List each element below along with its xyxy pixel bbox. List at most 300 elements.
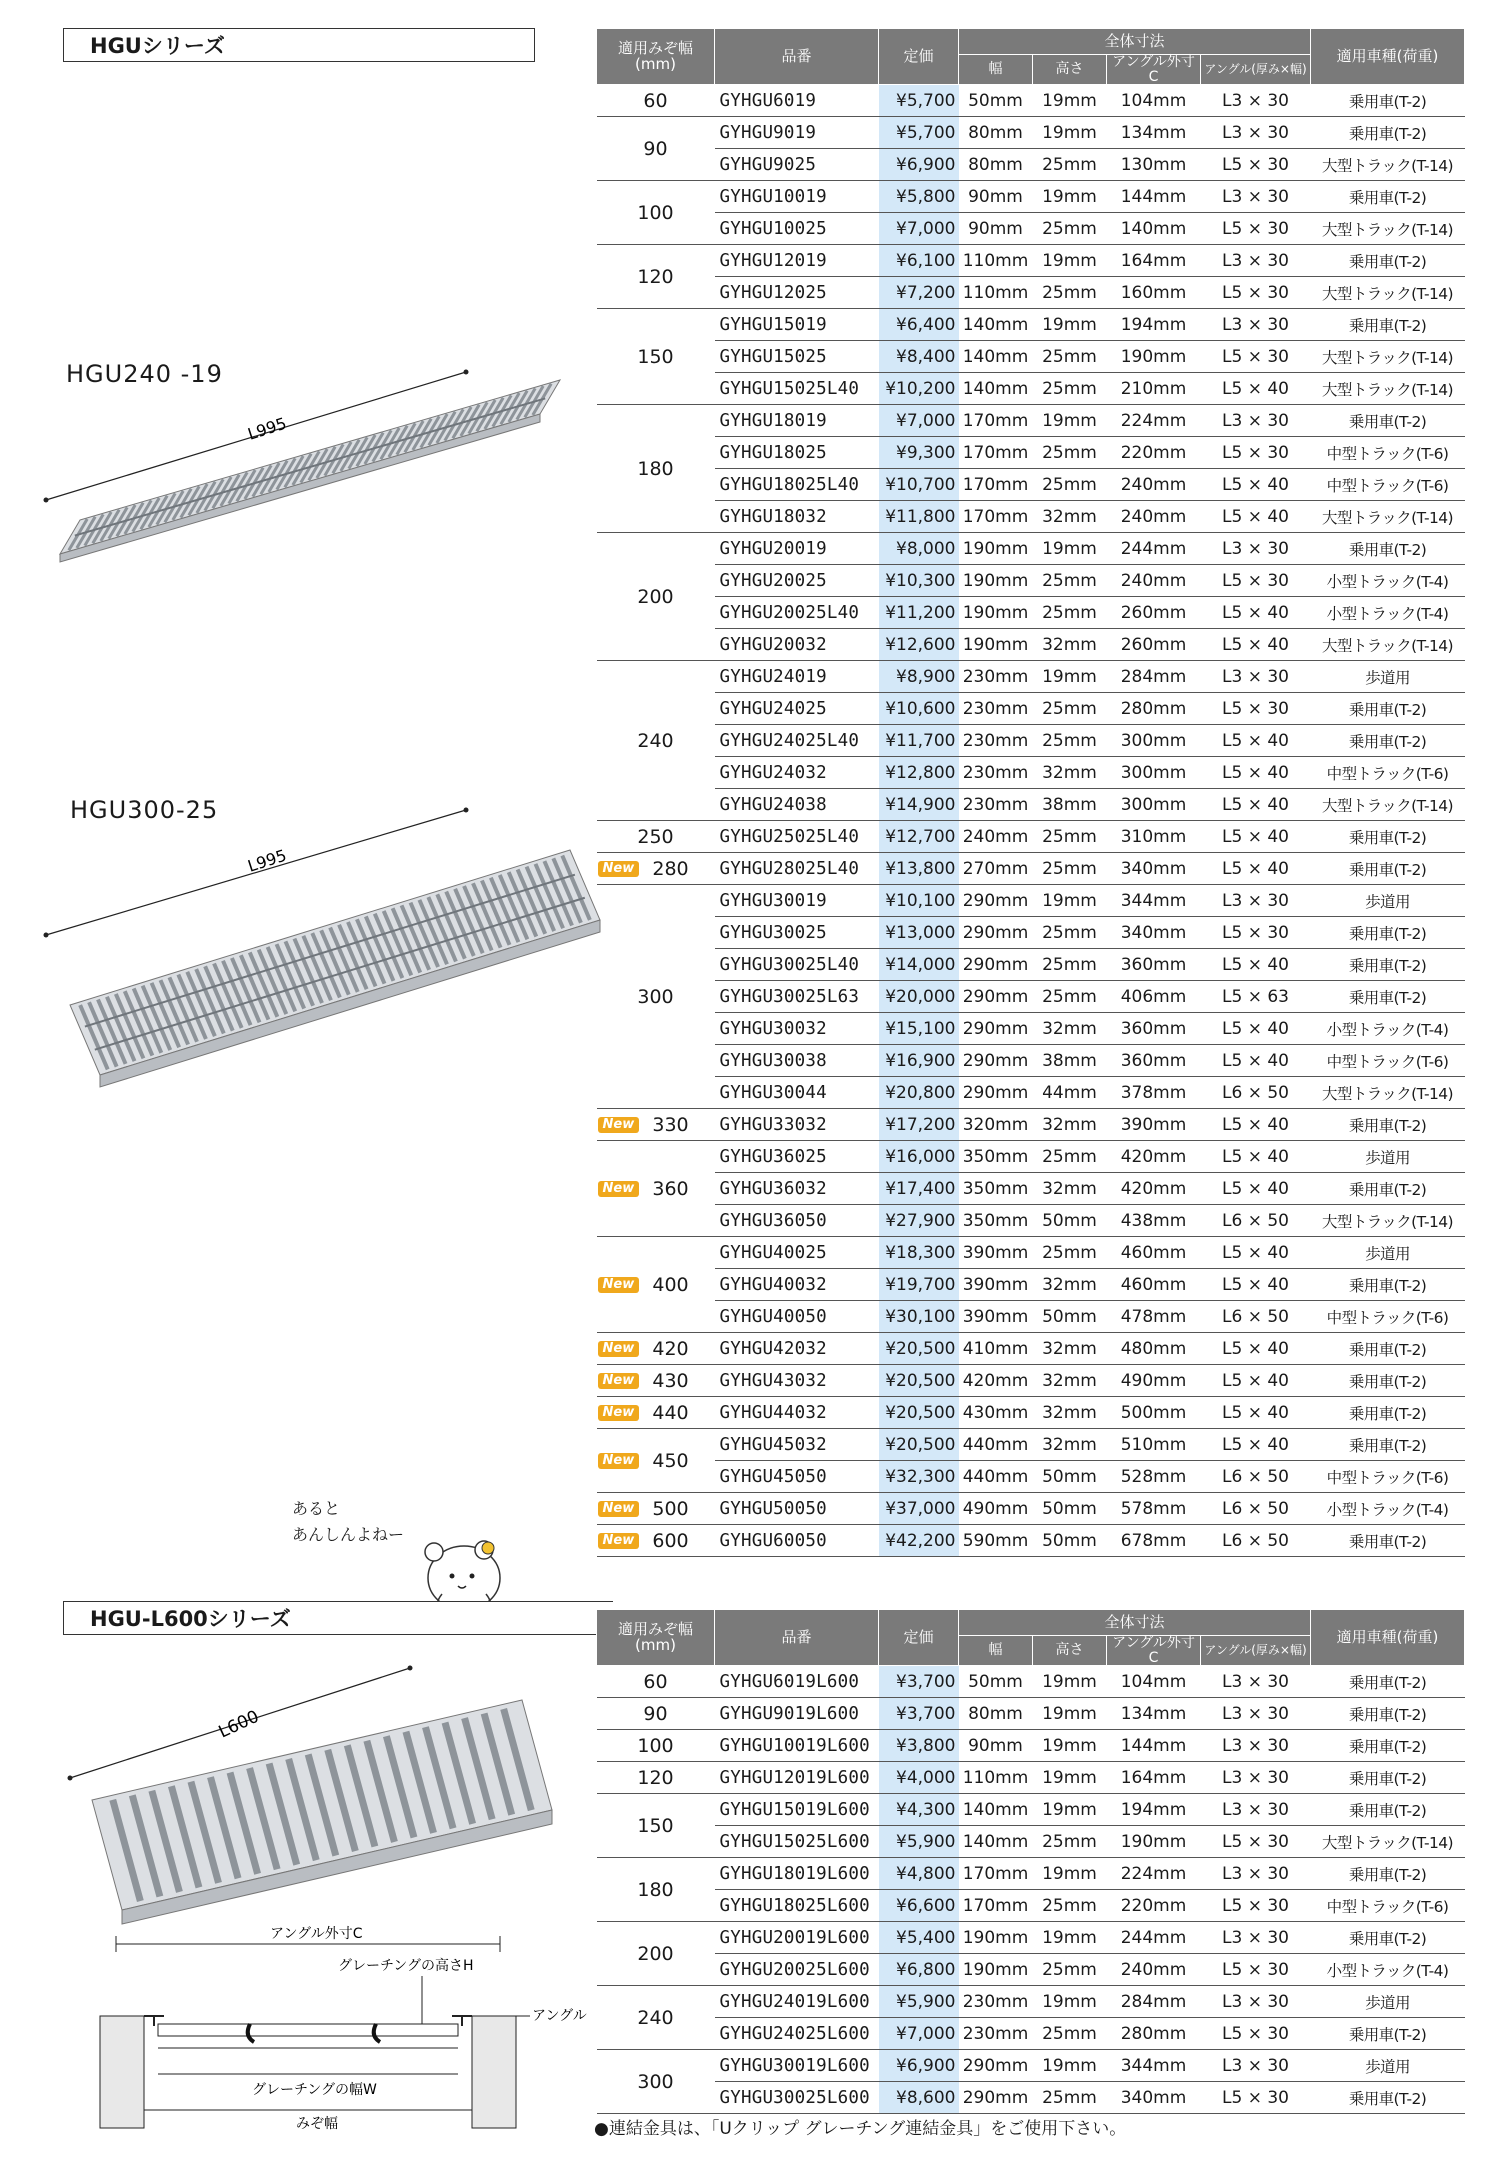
dim-angle-cell: L5 × 40: [1201, 1013, 1311, 1045]
dim-angle-outer-cell: 460mm: [1107, 1237, 1201, 1269]
table-row: [597, 1013, 1465, 1045]
price-cell: ¥6,600: [879, 1890, 959, 1922]
dim-height-cell: 38mm: [1033, 789, 1107, 821]
vehicle-type-cell: 乗用車(T-2): [1311, 1922, 1465, 1954]
dim-angle-outer-cell: 340mm: [1107, 853, 1201, 885]
product-code-cell: GYHGU60050: [715, 1525, 879, 1557]
price-cell: ¥4,000: [879, 1762, 959, 1794]
vehicle-type-cell: 乗用車(T-2): [1311, 725, 1465, 757]
price-cell: ¥6,100: [879, 245, 959, 277]
dim-angle-cell: L3 × 30: [1201, 85, 1311, 117]
dim-angle-outer-cell: 190mm: [1107, 341, 1201, 373]
dim-angle-cell: L5 × 40: [1201, 1333, 1311, 1365]
header-angle: アングル(厚み×幅): [1201, 55, 1311, 85]
groove-width-value: 60: [643, 1670, 668, 1693]
price-cell: ¥6,400: [879, 309, 959, 341]
new-badge: New: [598, 1277, 640, 1293]
dim-angle-cell: L5 × 40: [1201, 1237, 1311, 1269]
dim-angle-outer-cell: 190mm: [1107, 1826, 1201, 1858]
dim-width-cell: 140mm: [959, 309, 1033, 341]
vehicle-type-cell: 乗用車(T-2): [1311, 1730, 1465, 1762]
dim-height-cell: 25mm: [1033, 597, 1107, 629]
table-row: [597, 1365, 1465, 1397]
groove-width-value: 180: [637, 1878, 674, 1901]
product-code-cell: GYHGU30044: [715, 1077, 879, 1109]
groove-width-cell: [597, 1698, 715, 1730]
dim-angle-cell: L5 × 40: [1201, 821, 1311, 853]
groove-width-cell: [597, 1666, 715, 1698]
dim-height-cell: 25mm: [1033, 341, 1107, 373]
product-code-cell: GYHGU30025L40: [715, 949, 879, 981]
table-row: [597, 501, 1465, 533]
price-cell: ¥20,500: [879, 1365, 959, 1397]
dim-height-cell: 25mm: [1033, 213, 1107, 245]
price-cell: ¥5,700: [879, 117, 959, 149]
price-cell: ¥4,800: [879, 1858, 959, 1890]
dim-angle-cell: L3 × 30: [1201, 661, 1311, 693]
dim-height-cell: 25mm: [1033, 821, 1107, 853]
new-badge: New: [598, 1117, 640, 1133]
groove-width-value: 200: [637, 1942, 674, 1965]
price-cell: ¥11,700: [879, 725, 959, 757]
groove-width-cell: [597, 1525, 715, 1557]
price-cell: ¥27,900: [879, 1205, 959, 1237]
dim-width-cell: 50mm: [959, 1666, 1033, 1698]
dim-angle-outer-cell: 104mm: [1107, 1666, 1201, 1698]
dim-angle-cell: L3 × 30: [1201, 1730, 1311, 1762]
dim-angle-outer-cell: 224mm: [1107, 405, 1201, 437]
dim-height-cell: 25mm: [1033, 1141, 1107, 1173]
dim-angle-cell: L6 × 50: [1201, 1525, 1311, 1557]
dim-angle-cell: L5 × 30: [1201, 917, 1311, 949]
dimension-text-l995-1: L995: [245, 413, 289, 444]
header-c: アングル外寸C: [1107, 55, 1201, 85]
dim-angle-cell: L5 × 40: [1201, 1365, 1311, 1397]
dim-angle-cell: L5 × 40: [1201, 629, 1311, 661]
dim-width-cell: 190mm: [959, 565, 1033, 597]
product-code-cell: GYHGU18025: [715, 437, 879, 469]
dim-height-cell: 25mm: [1033, 1890, 1107, 1922]
product-code-cell: GYHGU15019: [715, 309, 879, 341]
price-cell: ¥16,900: [879, 1045, 959, 1077]
product-label-hgu300: HGU300-25: [70, 796, 219, 824]
table-row: [597, 245, 1465, 277]
price-cell: ¥17,200: [879, 1109, 959, 1141]
vehicle-type-cell: 乗用車(T-2): [1311, 853, 1465, 885]
price-cell: ¥7,000: [879, 405, 959, 437]
dim-height-cell: 32mm: [1033, 1333, 1107, 1365]
vehicle-type-cell: 乗用車(T-2): [1311, 309, 1465, 341]
dim-angle-cell: L6 × 50: [1201, 1301, 1311, 1333]
dim-height-cell: 32mm: [1033, 1013, 1107, 1045]
dim-height-cell: 32mm: [1033, 1365, 1107, 1397]
vehicle-type-cell: 乗用車(T-2): [1311, 1858, 1465, 1890]
product-code-cell: GYHGU10019: [715, 181, 879, 213]
price-cell: ¥20,500: [879, 1333, 959, 1365]
dim-angle-outer-cell: 284mm: [1107, 661, 1201, 693]
groove-width-value: 500: [652, 1497, 689, 1520]
dim-angle-cell: L5 × 30: [1201, 1954, 1311, 1986]
dim-angle-outer-cell: 490mm: [1107, 1365, 1201, 1397]
dim-angle-outer-cell: 360mm: [1107, 1013, 1201, 1045]
dim-angle-outer-cell: 340mm: [1107, 917, 1201, 949]
header-price: 定価: [879, 29, 959, 85]
dim-angle-cell: L6 × 50: [1201, 1493, 1311, 1525]
dim-angle-outer-cell: 280mm: [1107, 693, 1201, 725]
price-cell: ¥12,700: [879, 821, 959, 853]
table-row: [597, 1986, 1465, 2018]
product-code-cell: GYHGU18019L600: [715, 1858, 879, 1890]
dim-angle-outer-cell: 130mm: [1107, 149, 1201, 181]
label-groove-width: みぞ幅: [296, 2116, 338, 2132]
dim-height-cell: 32mm: [1033, 1269, 1107, 1301]
product-code-cell: GYHGU20019: [715, 533, 879, 565]
dim-width-cell: 110mm: [959, 277, 1033, 309]
product-code-cell: GYHGU24032: [715, 757, 879, 789]
dim-width-cell: 190mm: [959, 1922, 1033, 1954]
l600-header-vehicle: 適用車種(荷重): [1311, 1610, 1465, 1666]
dim-angle-cell: L5 × 40: [1201, 597, 1311, 629]
table-row: [597, 1525, 1465, 1557]
header-h: 高さ: [1033, 55, 1107, 85]
dim-height-cell: 25mm: [1033, 853, 1107, 885]
table-row: [597, 1173, 1465, 1205]
dim-angle-cell: L5 × 40: [1201, 1109, 1311, 1141]
table-row: [597, 1333, 1465, 1365]
dim-width-cell: 440mm: [959, 1429, 1033, 1461]
dim-width-cell: 350mm: [959, 1205, 1033, 1237]
dim-width-cell: 290mm: [959, 981, 1033, 1013]
vehicle-type-cell: 乗用車(T-2): [1311, 693, 1465, 725]
dim-height-cell: 25mm: [1033, 1954, 1107, 1986]
vehicle-type-cell: 歩道用: [1311, 2050, 1465, 2082]
vehicle-type-cell: 大型トラック(T-14): [1311, 629, 1465, 661]
hgu-series-title-text: HGUシリーズ: [90, 34, 225, 58]
vehicle-type-cell: 乗用車(T-2): [1311, 949, 1465, 981]
vehicle-type-cell: 小型トラック(T-4): [1311, 1493, 1465, 1525]
vehicle-type-cell: 大型トラック(T-14): [1311, 277, 1465, 309]
dim-width-cell: 290mm: [959, 1077, 1033, 1109]
dim-angle-outer-cell: 438mm: [1107, 1205, 1201, 1237]
table-row: [597, 1301, 1465, 1333]
price-cell: ¥8,000: [879, 533, 959, 565]
dim-angle-cell: L5 × 30: [1201, 341, 1311, 373]
product-code-cell: GYHGU40050: [715, 1301, 879, 1333]
vehicle-type-cell: 乗用車(T-2): [1311, 117, 1465, 149]
product-code-cell: GYHGU20025L40: [715, 597, 879, 629]
table-row: [597, 341, 1465, 373]
product-code-cell: GYHGU40025: [715, 1237, 879, 1269]
product-code-cell: GYHGU25025L40: [715, 821, 879, 853]
table-row: [597, 629, 1465, 661]
table-row: [597, 693, 1465, 725]
dim-angle-outer-cell: 260mm: [1107, 597, 1201, 629]
table-row: [597, 469, 1465, 501]
product-code-cell: GYHGU15025L600: [715, 1826, 879, 1858]
product-code-cell: GYHGU36025: [715, 1141, 879, 1173]
dim-angle-cell: L5 × 30: [1201, 2082, 1311, 2114]
price-cell: ¥6,900: [879, 2050, 959, 2082]
dim-height-cell: 32mm: [1033, 501, 1107, 533]
groove-width-value: 150: [637, 1814, 674, 1837]
dim-angle-outer-cell: 104mm: [1107, 85, 1201, 117]
price-cell: ¥10,200: [879, 373, 959, 405]
table-row: [597, 405, 1465, 437]
dim-angle-outer-cell: 344mm: [1107, 2050, 1201, 2082]
vehicle-type-cell: 歩道用: [1311, 1237, 1465, 1269]
vehicle-type-cell: 大型トラック(T-14): [1311, 341, 1465, 373]
dim-height-cell: 25mm: [1033, 981, 1107, 1013]
dim-width-cell: 230mm: [959, 693, 1033, 725]
dim-width-cell: 140mm: [959, 373, 1033, 405]
price-cell: ¥15,100: [879, 1013, 959, 1045]
label-grating-height: グレーチングの高さH: [338, 1958, 474, 1974]
dim-angle-cell: L6 × 50: [1201, 1205, 1311, 1237]
groove-width-cell: [597, 853, 715, 885]
dim-angle-outer-cell: 280mm: [1107, 2018, 1201, 2050]
groove-width-value: 200: [637, 585, 674, 608]
dim-angle-outer-cell: 678mm: [1107, 1525, 1201, 1557]
vehicle-type-cell: 中型トラック(T-6): [1311, 1890, 1465, 1922]
vehicle-type-cell: 歩道用: [1311, 1986, 1465, 2018]
table-row: [597, 789, 1465, 821]
product-code-cell: GYHGU24025L40: [715, 725, 879, 757]
product-code-cell: GYHGU9025: [715, 149, 879, 181]
groove-width-cell: [597, 309, 715, 405]
dim-width-cell: 190mm: [959, 597, 1033, 629]
dim-angle-cell: L3 × 30: [1201, 2050, 1311, 2082]
vehicle-type-cell: 乗用車(T-2): [1311, 1333, 1465, 1365]
price-cell: ¥8,400: [879, 341, 959, 373]
product-code-cell: GYHGU20019L600: [715, 1922, 879, 1954]
dim-angle-outer-cell: 344mm: [1107, 885, 1201, 917]
product-code-cell: GYHGU28025L40: [715, 853, 879, 885]
header-vehicle: 適用車種(荷重): [1311, 29, 1465, 85]
dim-height-cell: 32mm: [1033, 1429, 1107, 1461]
dim-height-cell: 25mm: [1033, 725, 1107, 757]
dim-width-cell: 390mm: [959, 1237, 1033, 1269]
price-cell: ¥7,000: [879, 213, 959, 245]
table-row: [597, 1493, 1465, 1525]
vehicle-type-cell: 大型トラック(T-14): [1311, 1826, 1465, 1858]
header-w: 幅: [959, 55, 1033, 85]
dim-angle-cell: L3 × 30: [1201, 1986, 1311, 2018]
dim-width-cell: 490mm: [959, 1493, 1033, 1525]
dim-angle-outer-cell: 140mm: [1107, 213, 1201, 245]
product-code-cell: GYHGU42032: [715, 1333, 879, 1365]
dim-angle-cell: L5 × 30: [1201, 277, 1311, 309]
dim-height-cell: 19mm: [1033, 1794, 1107, 1826]
table-row: [597, 181, 1465, 213]
product-code-cell: GYHGU30025: [715, 917, 879, 949]
new-badge: New: [598, 1501, 640, 1517]
vehicle-type-cell: 乗用車(T-2): [1311, 533, 1465, 565]
dim-width-cell: 350mm: [959, 1141, 1033, 1173]
vehicle-type-cell: 乗用車(T-2): [1311, 1525, 1465, 1557]
dim-angle-cell: L3 × 30: [1201, 245, 1311, 277]
dim-angle-outer-cell: 300mm: [1107, 757, 1201, 789]
dim-height-cell: 25mm: [1033, 437, 1107, 469]
groove-width-value: 300: [637, 2070, 674, 2093]
groove-width-value: 180: [637, 457, 674, 480]
dim-angle-cell: L3 × 30: [1201, 309, 1311, 341]
dim-angle-cell: L5 × 30: [1201, 1826, 1311, 1858]
footnote: ●連結金具は、「Uクリップ グレーチング連結金具」をご使用下さい。: [594, 2119, 1127, 2139]
table-row: [597, 1077, 1465, 1109]
dim-width-cell: 590mm: [959, 1525, 1033, 1557]
vehicle-type-cell: 大型トラック(T-14): [1311, 789, 1465, 821]
vehicle-type-cell: 中型トラック(T-6): [1311, 437, 1465, 469]
dim-angle-cell: L5 × 40: [1201, 757, 1311, 789]
dim-width-cell: 290mm: [959, 1013, 1033, 1045]
price-cell: ¥17,400: [879, 1173, 959, 1205]
table-row: [597, 1762, 1465, 1794]
new-badge: New: [598, 1405, 640, 1421]
dim-angle-cell: L5 × 30: [1201, 213, 1311, 245]
table-row: [597, 373, 1465, 405]
groove-width-cell: [597, 533, 715, 661]
table-row: [597, 309, 1465, 341]
vehicle-type-cell: 乗用車(T-2): [1311, 1109, 1465, 1141]
product-code-cell: GYHGU30025L600: [715, 2082, 879, 2114]
dim-width-cell: 110mm: [959, 1762, 1033, 1794]
dim-width-cell: 230mm: [959, 789, 1033, 821]
product-code-cell: GYHGU10019L600: [715, 1730, 879, 1762]
dim-height-cell: 19mm: [1033, 661, 1107, 693]
dim-angle-cell: L3 × 30: [1201, 405, 1311, 437]
table-row: [597, 597, 1465, 629]
vehicle-type-cell: 乗用車(T-2): [1311, 1269, 1465, 1301]
groove-width-value: 360: [652, 1177, 689, 1200]
groove-width-value: 420: [652, 1337, 689, 1360]
dim-angle-cell: L5 × 40: [1201, 1141, 1311, 1173]
new-badge: New: [598, 1181, 640, 1197]
groove-width-cell: [597, 2050, 715, 2114]
table-row: [597, 1461, 1465, 1493]
dimension-text-l600: L600: [215, 1706, 263, 1743]
dim-width-cell: 440mm: [959, 1461, 1033, 1493]
hgu-spec-table: [596, 28, 1465, 1557]
dim-angle-cell: L3 × 30: [1201, 885, 1311, 917]
dim-angle-cell: L5 × 40: [1201, 501, 1311, 533]
dim-angle-outer-cell: 300mm: [1107, 725, 1201, 757]
dim-angle-outer-cell: 244mm: [1107, 533, 1201, 565]
dim-width-cell: 50mm: [959, 85, 1033, 117]
product-code-cell: GYHGU40032: [715, 1269, 879, 1301]
vehicle-type-cell: 乗用車(T-2): [1311, 1173, 1465, 1205]
dim-height-cell: 19mm: [1033, 117, 1107, 149]
l600-series-title-text: HGU-L600シリーズ: [90, 1607, 291, 1631]
vehicle-type-cell: 乗用車(T-2): [1311, 1698, 1465, 1730]
dim-angle-cell: L5 × 63: [1201, 981, 1311, 1013]
dim-angle-outer-cell: 510mm: [1107, 1429, 1201, 1461]
l600-header-width: 適用みぞ幅 (mm): [597, 1610, 715, 1666]
dim-angle-cell: L3 × 30: [1201, 1794, 1311, 1826]
table-row: [597, 1109, 1465, 1141]
product-code-cell: GYHGU44032: [715, 1397, 879, 1429]
groove-width-cell: [597, 245, 715, 309]
groove-width-cell: [597, 117, 715, 181]
vehicle-type-cell: 乗用車(T-2): [1311, 1365, 1465, 1397]
dim-height-cell: 19mm: [1033, 533, 1107, 565]
price-cell: ¥5,800: [879, 181, 959, 213]
dim-angle-cell: L5 × 30: [1201, 693, 1311, 725]
table-row: [597, 149, 1465, 181]
dim-angle-outer-cell: 284mm: [1107, 1986, 1201, 2018]
l600-header-code: 品番: [715, 1610, 879, 1666]
dim-angle-outer-cell: 220mm: [1107, 437, 1201, 469]
dim-width-cell: 170mm: [959, 1890, 1033, 1922]
groove-width-value: 60: [643, 89, 668, 112]
table-row: [597, 853, 1465, 885]
groove-width-value: 330: [652, 1113, 689, 1136]
vehicle-type-cell: 歩道用: [1311, 1141, 1465, 1173]
dim-angle-outer-cell: 164mm: [1107, 245, 1201, 277]
dim-height-cell: 44mm: [1033, 1077, 1107, 1109]
price-cell: ¥19,700: [879, 1269, 959, 1301]
table-row: [597, 725, 1465, 757]
groove-width-value: 240: [637, 729, 674, 752]
groove-width-value: 400: [652, 1273, 689, 1296]
dim-height-cell: 50mm: [1033, 1525, 1107, 1557]
dim-width-cell: 80mm: [959, 117, 1033, 149]
vehicle-type-cell: 中型トラック(T-6): [1311, 1301, 1465, 1333]
dim-angle-outer-cell: 240mm: [1107, 1954, 1201, 1986]
dim-angle-outer-cell: 194mm: [1107, 1794, 1201, 1826]
table-row: [597, 1922, 1465, 1954]
table-row: [597, 1237, 1465, 1269]
dim-angle-outer-cell: 378mm: [1107, 1077, 1201, 1109]
vehicle-type-cell: 小型トラック(T-4): [1311, 1013, 1465, 1045]
dim-angle-outer-cell: 160mm: [1107, 277, 1201, 309]
dim-width-cell: 230mm: [959, 1986, 1033, 2018]
dim-angle-outer-cell: 460mm: [1107, 1269, 1201, 1301]
dim-angle-cell: L6 × 50: [1201, 1461, 1311, 1493]
price-cell: ¥20,000: [879, 981, 959, 1013]
dim-angle-cell: L5 × 40: [1201, 1173, 1311, 1205]
dim-width-cell: 230mm: [959, 2018, 1033, 2050]
price-cell: ¥30,100: [879, 1301, 959, 1333]
price-cell: ¥18,300: [879, 1237, 959, 1269]
vehicle-type-cell: 乗用車(T-2): [1311, 917, 1465, 949]
dim-angle-cell: L3 × 30: [1201, 181, 1311, 213]
groove-width-cell: [597, 1493, 715, 1525]
price-cell: ¥11,200: [879, 597, 959, 629]
vehicle-type-cell: 乗用車(T-2): [1311, 2082, 1465, 2114]
groove-width-value: 90: [643, 1702, 668, 1725]
dim-angle-outer-cell: 478mm: [1107, 1301, 1201, 1333]
dim-angle-outer-cell: 134mm: [1107, 1698, 1201, 1730]
price-cell: ¥20,500: [879, 1429, 959, 1461]
dim-angle-outer-cell: 310mm: [1107, 821, 1201, 853]
table-row: [597, 949, 1465, 981]
groove-width-cell: [597, 1365, 715, 1397]
groove-width-value: 150: [637, 345, 674, 368]
table-row: [597, 2050, 1465, 2082]
dim-angle-outer-cell: 360mm: [1107, 1045, 1201, 1077]
dim-width-cell: 170mm: [959, 405, 1033, 437]
product-code-cell: GYHGU20025: [715, 565, 879, 597]
product-code-cell: GYHGU6019: [715, 85, 879, 117]
dim-height-cell: 25mm: [1033, 1826, 1107, 1858]
dim-angle-cell: L3 × 30: [1201, 117, 1311, 149]
product-code-cell: GYHGU45050: [715, 1461, 879, 1493]
price-cell: ¥13,800: [879, 853, 959, 885]
table-row: [597, 565, 1465, 597]
product-code-cell: GYHGU9019L600: [715, 1698, 879, 1730]
vehicle-type-cell: 乗用車(T-2): [1311, 1397, 1465, 1429]
groove-width-value: 600: [652, 1529, 689, 1552]
